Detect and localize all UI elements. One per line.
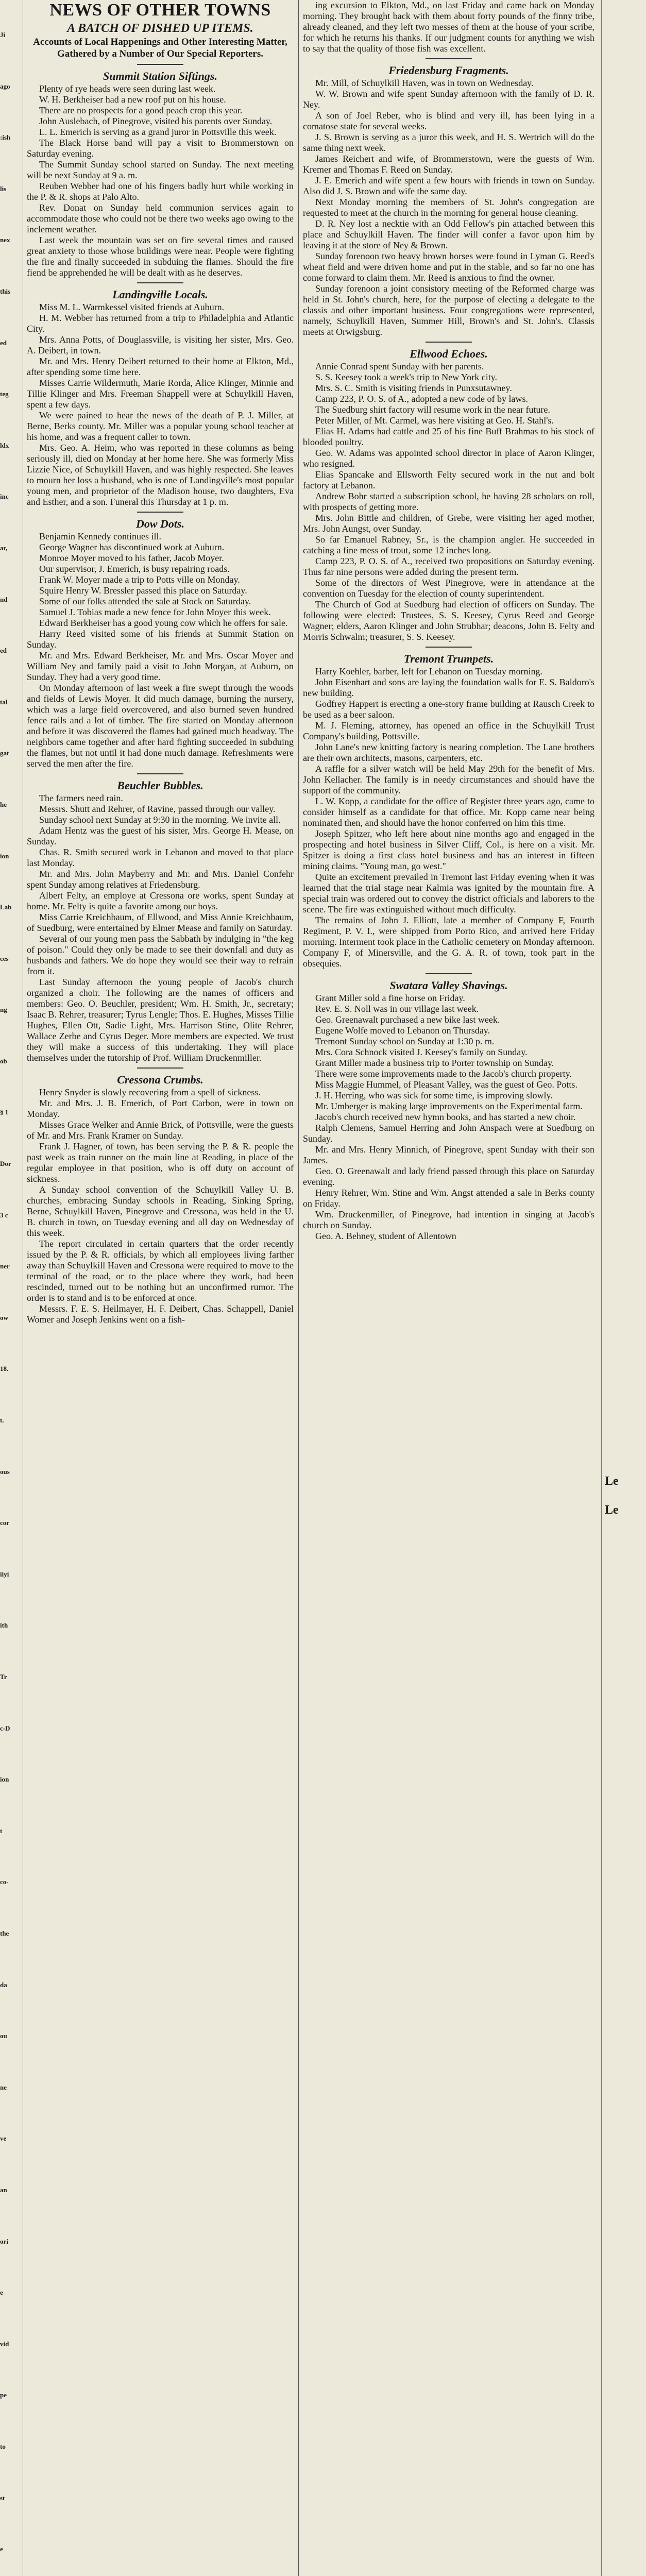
news-item: H. M. Webber has returned from a trip to Philadelphia and Atlantic City. [27,313,294,334]
news-item: The remains of John J. Elliott, late a member of Company F, Fourth Regiment, P. V. I., were shipped from Porto Rico, and arrived here Friday morning. Interment took place in the Catholic cemetery on Monday afternoon. Company F, of Minersville, and the G. A. R. of town, took part in the obsequies. [303,915,594,969]
news-item: Sunday school next Sunday at 9:30 in the morning. We invite all. [39,815,281,825]
fragment-text: Le [605,1503,619,1517]
fragment-text: an [0,2185,7,2194]
divider [426,342,472,343]
fragment-text: 3 c [0,1211,8,1219]
fragment-text: to [0,2442,6,2450]
news-item: Misses Carrie Wildermuth, Marie Rorda, Alice Klinger, Minnie and Tillie Klinger and Mrs. Freeman Shappell were at Schuylkill Haven, spent a few days. [27,378,294,410]
news-item: Mr. and Mrs. J. B. Emerich, of Port Carbon, were in town on Monday. [27,1098,294,1119]
fragment-text: t [0,1826,3,1835]
fragment-text: t. [0,1416,4,1425]
fragment-text: ou [0,2032,7,2040]
news-item: George Wagner has discontinued work at Auburn. [39,542,225,552]
fragment-text: nd [0,595,8,603]
fragment-text: ow [0,1313,8,1321]
news-item: A Sunday school convention of the Schuylkill Valley U. B. churches, embracing Sunday schools in Reading, Sinking Spring, Berne, Schuylkill Haven, Pinegrove and Cressona, was held in the U. B. church in town, on Tuesday evening and all day on Wednesday of this week. [27,1184,294,1238]
news-item: The Church of God at Suedburg had election of officers on Sunday. The following were elected: Trustees, S. S. Keesey, Cyrus Reed and George Wagner; elders, Aaron Klinger and John Strubhar; deacons, John B. Felty and Morris Schwalm; treasurer, S. S. Keesey. [303,599,594,642]
fragment-text: inc [0,493,9,501]
news-item: John Eisenhart and sons are laying the foundation walls for E. S. Baldoro's new building. [303,677,594,698]
news-item: The Black Horse band will pay a visit to Brommerstown on Saturday evening. [27,138,294,159]
news-item: Elias H. Adams had cattle and 25 of his fine Buff Brahmas to his stock of blooded poultry. [303,426,594,447]
section-title: Tremont Trumpets. [403,652,494,665]
fragment-text: ces [0,954,9,962]
fragment-text: ous [0,1467,10,1476]
news-item: Sunday forenoon a joint consistory meeting of the Reformed charge was held in St. John's church, here, for the purpose of electing a delegate to the classis and other important business. Four congregations were represented, namely, Schuylkill Haven, Summer Hill, Brown's and St. John's. Classis meets at Orwigsburg. [303,283,594,337]
news-item: Mr. and Mrs. Henry Deibert returned to their home at Elkton, Md., after spending some time here. [27,356,294,377]
news-item: Henry Rehrer, Wm. Stine and Wm. Angst attended a sale in Berks county on Friday. [303,1188,594,1209]
news-item: Edward Berkheiser has a good young cow which he offers for sale. [39,618,288,628]
news-item: The report circulated in certain quarters that the order recently issued by the P. & R. officials, by which all employees living farther away than Schuylkill Haven and Cressona were required to move to the terminal of the road, or to the place where they work, had been rescinded, turned out to be nothing but an unconfirmed rumor. The order is to stand and is to be enforced at once. [27,1239,294,1303]
divider [137,773,183,774]
fragment-text: nex [0,236,10,244]
news-item: Mr. Mill, of Schuylkill Haven, was in town on Wednesday. [315,78,534,88]
section-title: Summit Station Siftings. [103,70,217,82]
divider [137,1067,183,1069]
news-item: A son of Joel Reber, who is blind and very ill, has been lying in a comatose state for several weeks. [303,110,594,131]
news-item: Quite an excitement prevailed in Tremont last Friday evening when it was learned that the trial stage near Kalmia was ignited by the mountain fire. A special train was ordered out to convey the district officials and laborers to the scene. The fire was extinguished without much difficulty. [303,872,594,914]
section-title: Cressona Crumbs. [117,1073,203,1086]
news-item: Camp 223, P. O. S. of A., adopted a new code of by laws. [315,394,528,404]
news-item: The Suedburg shirt factory will resume work in the near future. [315,404,551,415]
news-item: Miss Carrie Kreichbaum, of Ellwood, and Miss Annie Kreichbaum, of Suedburg, were entertained by Elmer Mease and family on Saturday. [27,912,294,933]
fragment-text: Le [605,1475,619,1488]
fragment-text: ori [0,2237,8,2245]
news-item: The farmers need rain. [39,793,123,803]
news-item: ing excursion to Elkton, Md., on last Friday and came back on Monday morning. They brought back with them about forty pounds of the finny tribe, already cleaned, and they left two messes of them at the house of your scribe, for which he returns his thanks. If our judgment counts for anything we wish to say that the quality of those fish was excellent. [303,0,594,54]
fragment-text: ago [0,82,10,90]
section-tremont [303,652,594,969]
news-item: Our supervisor, J. Emerich, is busy repairing roads. [39,564,230,574]
section-title: Friedensburg Fragments. [388,64,509,77]
news-item: Albert Felty, an employe at Cressona ore works, spent Sunday at home. Mr. Felty is quite a favorite among our boys. [27,890,294,911]
section-swatara [303,978,594,1242]
fragment-text: e [0,2289,3,2297]
news-item: Adam Hentz was the guest of his sister, Mrs. George H. Mease, on Sunday. [27,825,294,846]
news-item: Geo. O. Greenawalt and lady friend passed through this place on Saturday evening. [303,1166,594,1187]
fragment-text: ob [0,1057,7,1065]
news-item: Reuben Webber had one of his fingers badly hurt while working in the P. & R. shops at Palo Alto. [27,181,294,202]
news-item: Elias Spancake and Ellsworth Felty secured work in the nut and bolt factory at Lebanon. [303,469,594,490]
news-item: Mrs. Geo. A. Heim, who was reported in these columns as being seriously ill, died on Monday at her home here. She was formerly Miss Lizzie Nice, of Schuylkill Haven, and was highly respected. She leaves to mourn her loss a husband, who is one of Landingville's most popular young men, and proprietor of the Madison house, two daughters, Eva and Esther, and a son. Funeral this Thursday at 1 p. m. [27,443,294,507]
news-item: Grant Miller sold a fine horse on Friday. [315,993,465,1003]
fragment-text: lis [0,184,7,193]
news-item: Samuel J. Tobias made a new fence for John Moyer this week. [39,607,271,617]
fragment-text: tal [0,698,8,706]
news-item: Benjamin Kennedy continues ill. [39,531,161,541]
news-item: On Monday afternoon of last week a fire swept through the woods and fields of Lewis Moyer. It did much damage, burning the nursery, which was a large field overcovered, and also burned seven hundred fence rails and a lot of timber. The fire started on Monday afternoon and before it was discovered the flames had gained much headway. The neighbors came together and after hard fighting succeeded in subduing the flames, but not until it had done much damage. Refreshments were served the men after the fire. [27,683,294,769]
fragment-text: c-D [0,1724,10,1732]
section-title: Beuchler Bubbles. [117,779,203,792]
section-friedensburg [303,63,594,337]
news-item: W. H. Berkheiser had a new roof put on his house. [39,94,226,105]
news-item: Messrs. F. E. S. Heilmayer, H. F. Deibert, Chas. Schappell, Daniel Womer and Joseph Jenkins went on a fish- [27,1303,294,1325]
section-ellwood [303,347,594,642]
fragment-text: :ish [0,133,11,142]
news-item: Mr. and Mrs. John Mayberry and Mr. and Mrs. Daniel Confehr spent Sunday among relatives at Friedensburg. [27,869,294,890]
section-landingville [27,287,294,507]
news-item: Geo. W. Adams was appointed school director in place of Aaron Klinger, who resigned. [303,448,594,469]
news-item: Miss Maggie Hummel, of Pleasant Valley, was the guest of Geo. Potts. [315,1079,577,1090]
fragment-text: the [0,1929,9,1937]
headline: NEWS OF OTHER TOWNS [49,1,271,20]
news-item: Next Monday morning the members of St. John's congregation are requested to meet at the church in the morning for general house cleaning. [303,197,594,218]
news-item: Ralph Clemens, Samuel Herring and John Anspach were at Suedburg on Sunday. [303,1123,594,1144]
fragment-text: ed [0,338,7,347]
fragment-text: co- [0,1878,9,1886]
news-item: Mr. and Mrs. Edward Berkheiser, Mr. and Mrs. Oscar Moyer and William Ney and family paid a visit to John Morgan, at Auburn, on Sunday. They had a very good time. [27,650,294,682]
fragment-text: 18. [0,1365,9,1373]
news-item: L. W. Kopp, a candidate for the office of Register three years ago, came to consider himself as a candidate for that office. Mr. Kopp came near being nominated then, and should have the honor conferred on him this time. [303,796,594,828]
news-item: Camp 223, P. O. S. of A., received two propositions on Saturday evening. Thus far nine persons were added during the present term. [303,556,594,577]
fragment-text: ion [0,852,9,860]
section-title: Dow Dots. [135,517,185,530]
adjacent-column-right-fragment [601,0,646,2576]
fragment-text: § 1 [0,1108,9,1116]
news-item: Last week the mountain was set on fire several times and caused great anxiety to those whose buildings were near. People were fighting the fire and finally succeeded in subduing the flames. Should the fire fiend be apprehended he will be dealt with as he deserves. [27,235,294,278]
section-summit-station [27,69,294,278]
news-item: M. J. Fleming, attorney, has opened an office in the Schuylkill Trust Company's building, Pottsville. [303,720,594,741]
news-item: Several of our young men pass the Sabbath by indulging in "the keg of poison." Could they only be made to see their downfall and duty as husbands and fathers. We do hope they would see their way to refrain from it. [27,934,294,976]
news-item: Chas. R. Smith secured work in Lebanon and moved to that place last Monday. [27,847,294,868]
divider [137,512,183,513]
news-item: The Summit Sunday school started on Sunday. The next meeting will be next Sunday at 9 a. m. [27,159,294,180]
news-item: Last Sunday afternoon the young people of Jacob's church organized a choir. The following are the names of officers and members: Geo. O. Beuchler, president; Wm. H. Smith, Jr., secretary; Isaac B. Rehrer, treasurer; Tyrus Lengle; Thos. E. Hughes, Misses Tillie Hughes, Ellen Ott, Sadie Light, Mrs. Harrison Stine, Olite Rehrer, Wallace Zerbe and Cyrus Deger. More members are expected. We trust they will make a success of this undertaking. They will place themselves under the tutorship of Prof. William Druckenmiller. [27,977,294,1063]
fragment-text: Tr [0,1673,7,1681]
news-item: Annie Conrad spent Sunday with her parents. [315,361,484,371]
news-item: There are no prospects for a good peach crop this year. [39,105,243,115]
section-beuchler [27,778,294,1063]
news-item: D. R. Ney lost a necktie with an Odd Fellow's pin attached between this place and Schuylkill Haven. The finder will confer a favor upon him by leaving it at the store of Ney & Brown. [303,218,594,250]
column-rule [298,0,299,2576]
news-item: Jacob's church received new hymn books, and has started a new choir. [315,1112,576,1122]
news-item: S. S. Keesey took a week's trip to New York city. [315,372,498,382]
fragment-text: ng [0,1006,7,1014]
fragment-text: ed [0,647,7,655]
deck: Accounts of Local Happenings and Other Interesting Matter, Gathered by a Number of Our Special Reporters. [33,37,287,59]
news-item: J. H. Herring, who was sick for some time, is improving slowly. [315,1090,553,1100]
fragment-text: da [0,1980,7,1989]
news-item: Mr. and Mrs. Henry Minnich, of Pinegrove, spent Sunday with their son James. [303,1144,594,1165]
news-item: Mrs. S. C. Smith is visiting friends in Punxsutawney. [315,383,512,393]
column-left [27,0,294,2576]
adjacent-column-left-fragment [0,0,23,2576]
column-right [303,0,594,2576]
fragment-text: ldx [0,441,9,449]
fragment-text: Ji [0,31,6,39]
section-cressona [27,1073,294,1325]
news-item: John Lane's new knitting factory is nearing completion. The Lane brothers are their own architects, masons, carpenters, etc. [303,742,594,763]
fragment-text: ne [0,2083,7,2091]
news-item: Geo. A. Behney, student of Allentown [315,1231,456,1241]
news-item: Miss M. L. Warmkessel visited friends at Auburn. [39,302,225,312]
fragment-text: cor [0,1519,10,1527]
news-item: James Reichert and wife, of Brommerstown, were the guests of Wm. Kremer and Thomas F. Reed on Sunday. [303,154,594,175]
news-item: Mr. Umberger is making large improvements on the Experimental farm. [315,1101,583,1111]
fragment-text: teg [0,390,9,398]
news-item: Squire Henry W. Bressler passed this place on Saturday. [39,585,247,596]
fragment-text: iiyi [0,1570,9,1578]
fragment-text: Lab [0,903,12,911]
fragment-text: gat [0,749,9,757]
fragment-text: st [0,2494,5,2502]
news-item: Some of the directors of West Pinegrove, were in attendance at the convention on Tuesday for the election of county superintendent. [303,578,594,599]
section-title: Swatara Valley Shavings. [389,979,508,992]
news-item: J. E. Emerich and wife spent a few hours with friends in town on Sunday. Also did J. S. Brown and wife the same day. [303,175,594,196]
news-item: Peter Miller, of Mt. Carmel, was here visiting at Geo. H. Stahl's. [315,415,554,426]
news-item: Monroe Moyer moved to his father, Jacob Moyer. [39,553,224,563]
divider [137,282,183,283]
news-item: Mrs. Anna Potts, of Douglassville, is visiting her sister, Mrs. Geo. A. Deibert, in town. [27,334,294,355]
news-item: Geo. Greenawalt purchased a new bike last week. [315,1014,500,1025]
section-title: Ellwood Echoes. [410,347,488,360]
news-item: Sunday forenoon two heavy brown horses were found in Lyman G. Reed's wheat field and were driven home and put in the stable, and so far no one has come forward to claim them. Mr. Reed is anxious to find the owner. [303,251,594,283]
news-item: Rev. Donat on Sunday held communion services again to accommodate those who could not be there two weeks ago owing to the inclement weather. [27,202,294,234]
divider [426,647,472,648]
news-item: Harry Reed visited some of his friends at Summit Station on Sunday. [27,629,294,650]
news-item: J. S. Brown is serving as a juror this week, and H. S. Wertrich will do the same thing next week. [303,132,594,153]
section-title: Landingville Locals. [112,288,208,301]
subheadline: A BATCH OF DISHED UP ITEMS. [67,22,253,35]
news-item: Misses Grace Welker and Annie Brick, of Pottsville, were the guests of Mr. and Mrs. Frank Kramer on Sunday. [27,1120,294,1141]
fragment-text: Dor [0,1160,11,1168]
news-item: Mrs. Cora Schnock visited J. Keesey's family on Sunday. [315,1047,528,1057]
fragment-text: ar, [0,544,8,552]
news-item: Some of our folks attended the sale at Stock on Saturday. [39,596,251,606]
divider [426,973,472,974]
fragment-text: he [0,800,7,808]
news-item: There were some improvements made to the Jacob's church property. [315,1069,572,1079]
news-item: John Auslebach, of Pinegrove, visited his parents over Sunday. [39,116,273,126]
fragment-text: vid [0,2340,9,2348]
news-item: Frank W. Moyer made a trip to Potts ville on Monday. [39,574,240,585]
section-continuation [303,0,594,54]
fragment-text: ner [0,1262,10,1270]
fragment-text: pe [0,2391,7,2399]
news-item: Plenty of rye heads were seen during last week. [39,83,216,94]
news-item: Messrs. Shutt and Rehrer, of Ravine, passed through our valley. [39,804,276,814]
news-item: Mrs. John Bittle and children, of Grebe, were visiting her aged mother, Mrs. John Aungst, over Sunday. [303,513,594,534]
news-item: Rev. E. S. Noll was in our village last week. [315,1004,479,1014]
news-item: Joseph Spitzer, who left here about nine months ago and engaged in the prospecting and hotel business in Silver Cliff, Col., is here on a visit. Mr. Spitzer is doing a first class hotel business and has an interest in fifteen mining claims. "Young man, go west." [303,828,594,871]
news-item: Wm. Druckenmiller, of Pinegrove, had intention in singing at Jacob's church on Sunday. [303,1209,594,1230]
fragment-text: ve [0,2134,7,2143]
divider [426,58,472,59]
news-item: W. W. Brown and wife spent Sunday afternoon with the family of D. R. Ney. [303,89,594,110]
news-item: Andrew Bohr started a subscription school, he having 28 scholars on roll, with prospects of getting more. [303,491,594,512]
news-item: Grant Miller made a business trip to Porter township on Sunday. [315,1058,554,1068]
news-item: A raffle for a silver watch will be held May 29th for the benefit of Mrs. John Kellacher. The family is in needy circumstances and should have the support of the community. [303,764,594,795]
news-item: Henry Snyder is slowly recovering from a spell of sickness. [39,1087,261,1097]
section-dow-dots [27,517,294,769]
news-item: Godfrey Happert is erecting a one-story frame building at Rausch Creek to be used as a beer saloon. [303,699,594,720]
news-item: Frank J. Hagner, of town, has been serving the P. & R. people the past week as train runner on the main line at Reading, in place of the regular employee in that position, who is off duty on account of sickness. [27,1141,294,1184]
fragment-text: ith [0,1621,8,1630]
news-item: Harry Koehler, barber, left for Lebanon on Tuesday morning. [315,666,542,676]
divider [137,64,183,65]
fragment-text: e [0,2545,3,2553]
fragment-text: this [0,287,11,295]
news-item: So far Emanuel Rabney, Sr., is the champion angler. He succeeded in catching a fine mess of trout, some 12 inches long. [303,534,594,555]
news-item: We were pained to hear the news of the death of P. J. Miller, at Berne, Berks county. Mr. Miller was a popular young school teacher at his home, and was a frequent caller to town. [27,410,294,442]
fragment-text: ion [0,1775,9,1784]
news-item: Tremont Sunday school on Sunday at 1:30 p. m. [315,1036,495,1046]
news-item: L. L. Emerich is serving as a grand juror in Pottsville this week. [39,127,277,137]
news-item: Eugene Wolfe moved to Lebanon on Thursday. [315,1025,490,1036]
